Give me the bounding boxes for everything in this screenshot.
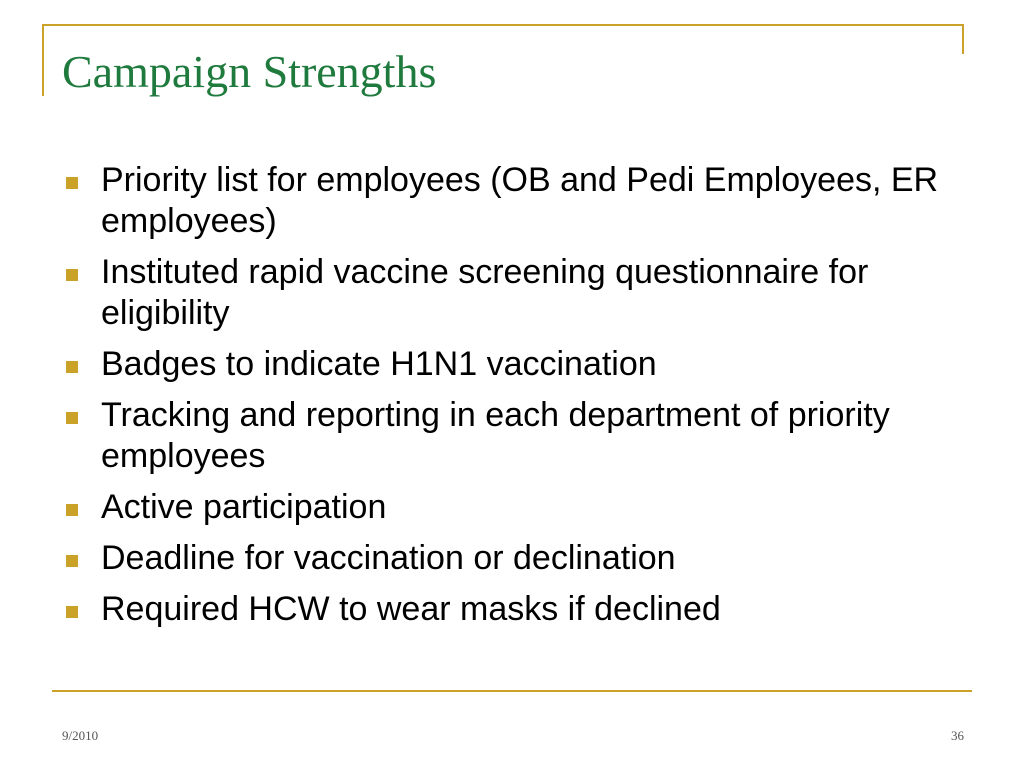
bullet-list [66, 160, 946, 640]
frame-right-line [962, 24, 964, 54]
square-bullet-icon [66, 361, 78, 373]
bullet-item [66, 589, 946, 630]
frame-top-line [44, 24, 964, 26]
bullet-item [66, 487, 946, 528]
page-number: 36 [951, 728, 964, 743]
frame-left-line [42, 24, 44, 96]
bullet-item [66, 160, 946, 242]
bullet-item [66, 538, 946, 579]
bullet-text: Required HCW to wear masks if declined [101, 590, 721, 628]
bullet-text: Active participation [101, 488, 387, 526]
footer-divider [52, 690, 972, 692]
square-bullet-icon [66, 177, 78, 189]
square-bullet-icon [66, 555, 78, 567]
bullet-text: Tracking and reporting in each department of priority employees [101, 396, 890, 475]
square-bullet-icon [66, 504, 78, 516]
bullet-text: Priority list for employees (OB and Pedi Employees, ER employees) [101, 161, 939, 240]
square-bullet-icon [66, 606, 78, 618]
bullet-item [66, 344, 946, 385]
slide-title: Campaign Strengths [62, 46, 437, 97]
square-bullet-icon [66, 269, 78, 281]
bullet-text: Badges to indicate H1N1 vaccination [101, 345, 657, 383]
bullet-text: Deadline for vaccination or declination [101, 539, 676, 577]
bullet-item [66, 252, 946, 334]
square-bullet-icon [66, 412, 78, 424]
footer-date: 9/2010 [62, 728, 99, 743]
bullet-text: Instituted rapid vaccine screening questionnaire for eligibility [101, 253, 869, 332]
bullet-item [66, 395, 946, 477]
